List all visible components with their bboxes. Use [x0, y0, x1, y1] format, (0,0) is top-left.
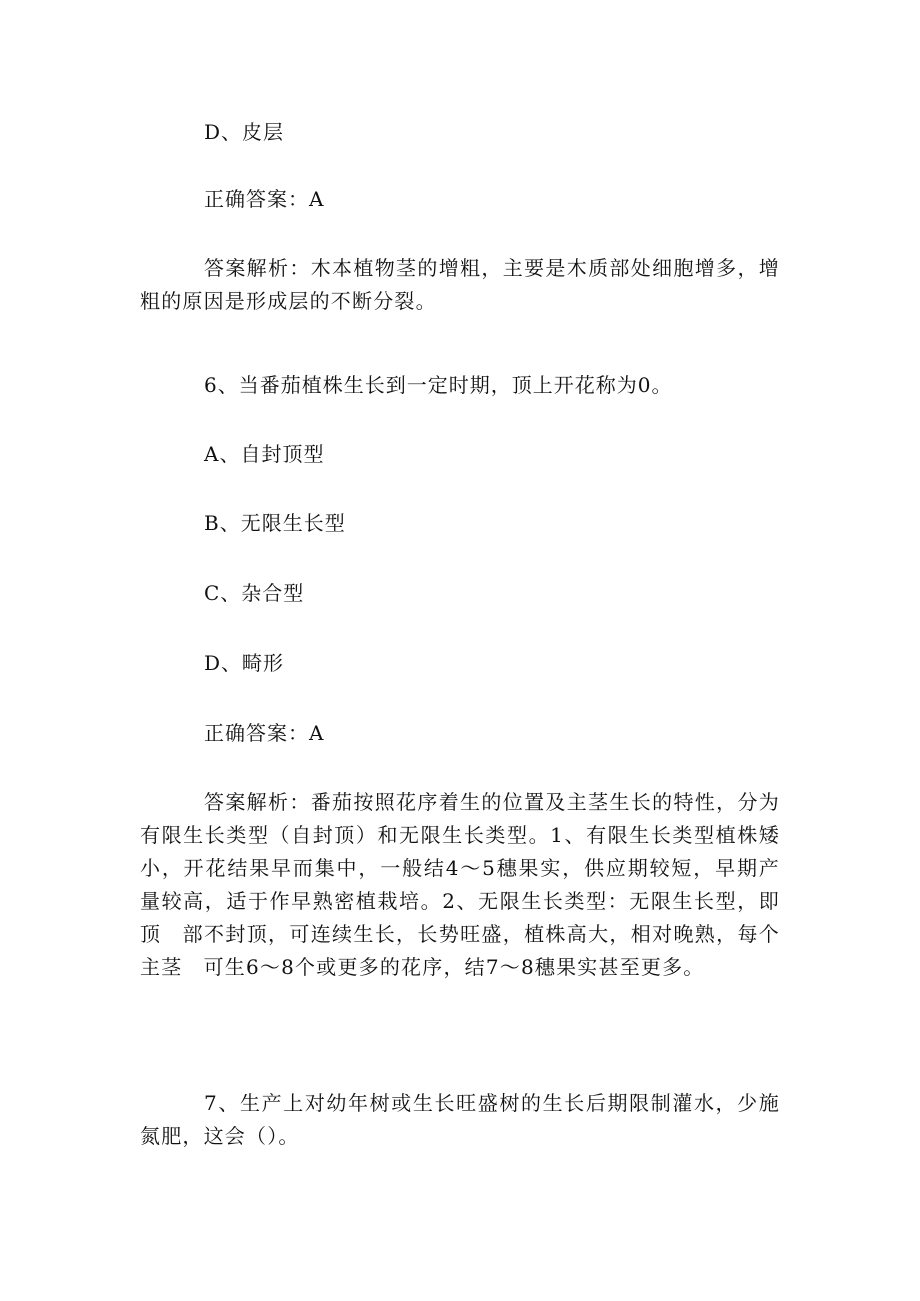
q6-option-b: B、无限生长型 [204, 511, 346, 535]
q7-question: 7、生产上对幼年树或生长旺盛树的生长后期限制灌水，少施氮肥，这会（）。 [140, 1091, 780, 1148]
q6-option-a: A、自封顶型 [204, 442, 325, 466]
q6-question: 6、当番茄植株生长到一定时期，顶上开花称为0。 [204, 373, 673, 397]
q6-option-c: C、杂合型 [204, 581, 305, 605]
q5-explanation: 答案解析：木本植物茎的增粗，主要是木质部处细胞增多，增粗的原因是形成层的不断分裂。 [140, 256, 780, 313]
q6-answer: 正确答案：A [204, 721, 325, 745]
q6-option-d: D、畸形 [204, 651, 285, 675]
q6-explanation: 答案解析：番茄按照花序着生的位置及主茎生长的特性，分为有限生长类型（自封顶）和无限生长类型。1、有限生长类型植株矮小，开花结果早而集中，一般结4～5穗果实，供应期较短，早期产量较高，适于作早熟密植栽培。2、无限生长类型：无限生长型，即顶 部不封顶，可连续生长，长势旺盛，植株高大，相对晚熟，每个主茎 可生6～8个或更多的花序，结7～8穗果实甚至更多。 [140, 790, 780, 979]
q5-option-d: D、皮层 [204, 120, 285, 144]
q5-answer: 正确答案：A [204, 187, 325, 211]
